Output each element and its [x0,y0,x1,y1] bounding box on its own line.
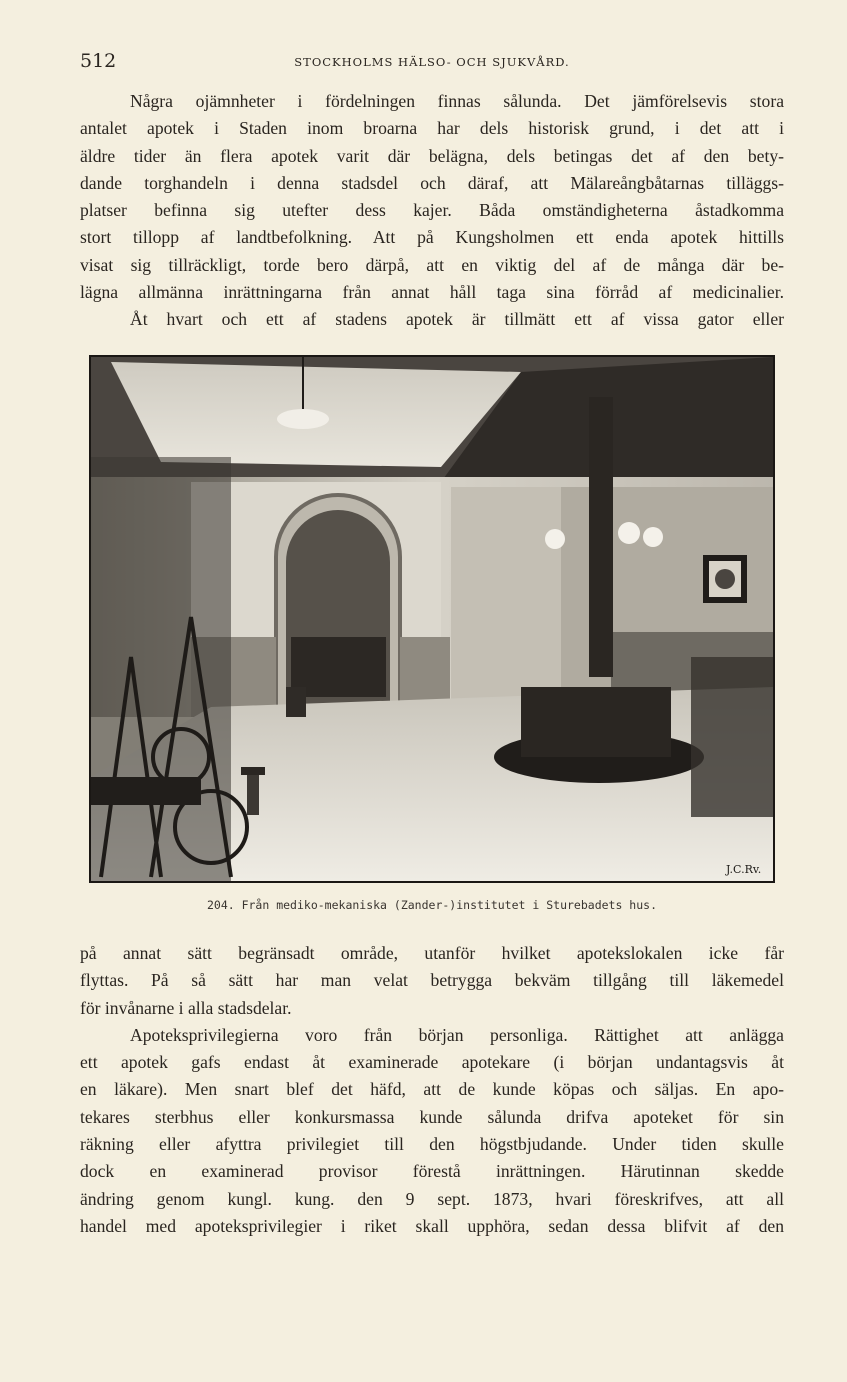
text-line: räkning eller afyttra privilegiet till den högstbjudande. Under tiden skulle [80,1134,784,1155]
text-line: Apoteksprivilegierna voro från början personliga. Rättighet att anlägga [130,1024,784,1045]
paragraph-bottom [80,940,784,1240]
text-line: stort tillopp af landtbefolkning. Att på Kungsholmen ett enda apotek hittills [80,227,784,248]
text-line: handel med apoteksprivilegier i riket skall upphöra, sedan dessa blifvit af den [80,1215,784,1236]
text-line: en läkare). Men snart blef det häfd, att de kunde köpas och säljas. En apo- [80,1079,784,1100]
text-line: ändring genom kungl. kung. den 9 sept. 1873, hvari föreskrifves, att all [80,1188,784,1209]
text-line: lägna allmänna inrättningarna från annat håll taga sina förråd af medicinalier. [80,282,784,303]
page-header [80,50,784,74]
text-line: för invånarne i alla stadsdelar. [80,997,292,1018]
text-line: dande torghandeln i denna stadsdel och däraf, att Mälareångbåtarnas tilläggs- [80,172,784,193]
running-title: STOCKHOLMS HÄLSO- OCH SJUKVÅRD. [294,55,570,69]
page-number: 512 [80,50,117,72]
interior-photograph [89,355,775,883]
text-line: platser befinna sig utefter dess kajer. Båda omständigheterna åstadkomma [80,200,784,221]
photo-signature: J.C.Rv. [726,863,762,876]
paragraph-top [80,88,784,334]
text-line: Några ojämnheter i fördelningen finnas sålunda. Det jämförelsevis stora [130,91,784,111]
figure-caption: 204. Från mediko-mekaniska (Zander-)institutet i Sturebadets hus. [206,898,658,912]
text-line: på annat sätt begränsadt område, utanför hvilket apotekslokalen icke får [80,943,784,963]
text-line: visat sig tillräckligt, torde bero därpå, att en viktig del af de många där be- [80,254,784,275]
text-line: antalet apotek i Staden inom broarna har dels historisk grund, i det att i [80,118,784,139]
text-line: dock en examinerad provisor förestå inrättningen. Härutinnan skedde [80,1161,784,1182]
text-line: tekares sterbhus eller konkursmassa kunde sålunda drifva apoteket för sin [80,1106,784,1127]
text-line: äldre tider än flera apotek varit där belägna, dels betingas det af den bety- [80,145,784,166]
text-line: ett apotek gafs endast åt examinerade apotekare (i början undantagsvis åt [80,1052,784,1073]
text-line: Åt hvart och ett af stadens apotek är tillmätt ett af vissa gator eller [130,309,784,330]
text-line: flyttas. På så sätt har man velat betrygga bekväm tillgång till läkemedel [80,970,784,991]
